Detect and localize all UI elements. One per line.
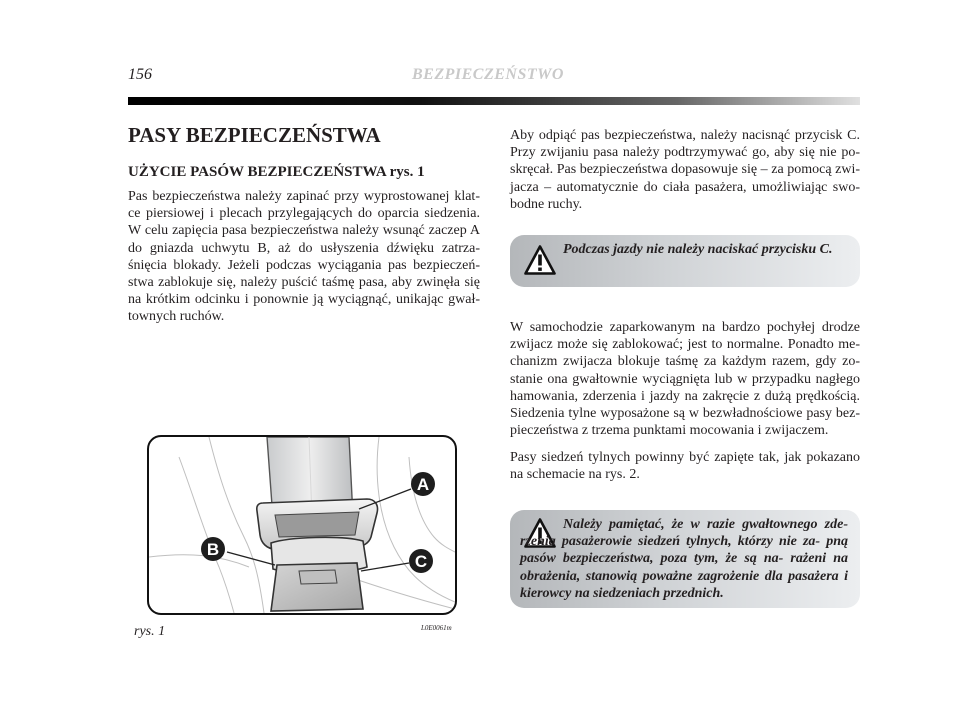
figure-code: L0E0061m — [421, 624, 452, 632]
label-b-marker — [201, 537, 225, 561]
warning-line: Należy pamiętać, że w razie gwałtownego zde- — [563, 517, 848, 532]
figure-caption: rys. 1 — [134, 624, 166, 639]
left-line: na krótkim odcinku i ponownie ją wyciągnąć, unikając gwał- — [128, 292, 480, 308]
left-line: śnięcia blokady. Jeżeli podczas wyciągania pas bezpieczeń- — [128, 257, 480, 273]
label-a-marker — [411, 472, 435, 496]
warning-line: rzenia pasażerowie siedzeń tylnych, którzy nie za- — [520, 534, 821, 550]
section-subtitle: UŻYCIE PASÓW BEZPIECZEŃSTWA rys. 1 — [128, 164, 425, 180]
right-line: W samochodzie zaparkowanym na bardzo pochyłej drodze — [510, 320, 860, 335]
left-line: stwa zablokuje się, należy puścić taśmę pasa, aby zwinęła się — [128, 275, 480, 291]
section-title: PASY BEZPIECZEŃSTWA — [128, 123, 381, 147]
right-line: jacza – automatycznie do ciała pasażera, umożliwiając swo- — [510, 179, 860, 195]
warning-line: pną pasów bezpieczeństwa, poza tym, że są na- — [520, 534, 849, 567]
right-line: stanie ona gwałtownie wyciągnięta lub w przypadku nagłego — [510, 371, 860, 387]
right-line: zwijacz może się zablokować; jest to normalne. Ponadto me- — [510, 337, 860, 353]
left-line: townych ruchów. — [128, 309, 225, 325]
right-line: Siedzenia tylne wyposażone są w bezwładnościowe pasy bez- — [510, 406, 860, 422]
seatbelt-illustration — [149, 437, 455, 613]
right-line: na schemacie na rys. 2. — [510, 467, 640, 483]
left-paragraph — [128, 188, 480, 326]
right-line: Przy zwijaniu pasa należy podtrzymywać go, aby się nie po- — [510, 145, 860, 161]
warning-text-2 — [520, 516, 848, 602]
right-paragraph-3 — [510, 449, 860, 483]
left-line: Pas bezpieczeństwa należy zapinać przy wyprostowanej klat- — [128, 189, 480, 204]
running-head: BEZPIECZEŃSTWO — [412, 66, 564, 83]
right-line: Pasy siedzeń tylnych powinny być zapięte tak, jak pokazano — [510, 450, 860, 465]
right-line: skręcał. Pas bezpieczeństwa dopasowuje się – za pomocą zwi- — [510, 162, 860, 178]
right-paragraph-1 — [510, 127, 860, 213]
warning-triangle-icon — [524, 245, 556, 275]
left-line: ce piersiowej i plecach przylegających do oparcia siedzenia. — [128, 206, 480, 222]
right-line: chanizm zwijacza blokuje taśmę za każdym razem, gdy zo- — [510, 354, 860, 370]
right-line: pieczeństwa z trzema punktami mocowania i zwijaczem. — [510, 423, 829, 439]
label-b: B — [206, 540, 220, 559]
left-line: A do gniazda uchwytu B, aż do usłyszenia dźwięku zatrza- — [128, 223, 480, 256]
seatbelt-figure — [147, 435, 457, 615]
right-line: bodne ruchy. — [510, 196, 583, 212]
label-c: C — [414, 552, 428, 571]
right-line: hamowania, zderzenia i jazdy na zakręcie z dużą prędkością. — [510, 388, 860, 404]
page-number: 156 — [128, 66, 152, 83]
warning-line: pasażera i kierowcy na siedzeniach przednich. — [520, 568, 849, 601]
warning-box-1 — [510, 235, 860, 287]
left-line: W celu zapięcia pasa bezpieczeństwa należy wsunąć zaczep — [128, 223, 467, 239]
header-rule — [128, 97, 860, 105]
label-a: A — [416, 475, 430, 494]
right-paragraph-2 — [510, 319, 860, 439]
warning-box-2 — [510, 510, 860, 608]
warning-line: rażeni na obrażenia, stanowią poważne zagrożenie dla — [520, 551, 849, 584]
right-line: Aby odpiąć pas bezpieczeństwa, należy nacisnąć przycisk C. — [510, 128, 860, 143]
label-c-marker — [409, 549, 433, 573]
warning-text-1: Podczas jazdy nie należy naciskać przycisku C. — [563, 242, 833, 257]
